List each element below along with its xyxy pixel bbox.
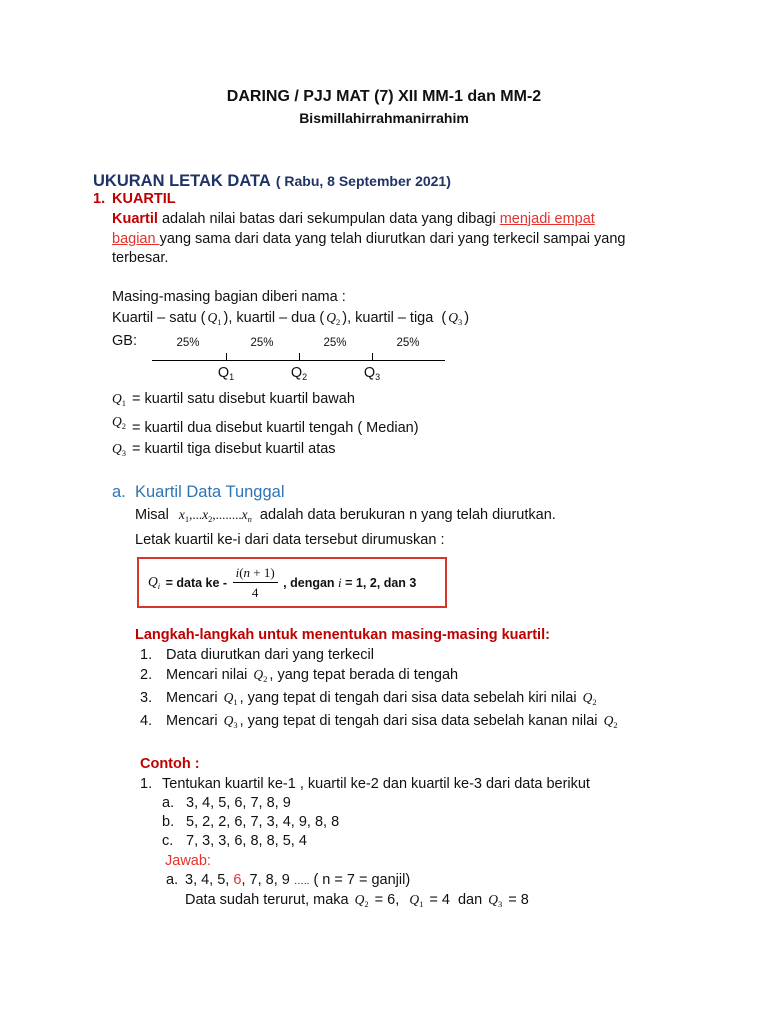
quartile-def-text: = kuartil tiga disebut kuartil atas xyxy=(128,441,336,457)
subsection-title: KUARTIL xyxy=(112,191,176,207)
dataset-item: a. 3, 4, 5, 6, 7, 8, 9 xyxy=(162,795,291,811)
misal-rest-text: adalah data berukuran n yang telah diurutkan. xyxy=(251,507,556,523)
letak-text: Letak kuartil ke-i dari data tersebut dirumuskan : xyxy=(135,532,445,548)
dataset-item: b. 5, 2, 2, 6, 7, 3, 4, 9, 8, 8 xyxy=(162,814,340,830)
q3-symbol: $Q_3$ xyxy=(488,892,503,909)
diagram-label: GB: xyxy=(112,333,137,349)
formula-equals-text: = data ke - xyxy=(162,575,231,590)
q1-symbol: $Q_1$ xyxy=(207,310,222,327)
page-title xyxy=(0,87,768,107)
page-title-text: DARING / PJJ MAT (7) XII MM-1 dan MM-2 xyxy=(226,88,542,105)
definition-emphasis-2: bagian xyxy=(112,231,160,247)
q3-symbol: $Q_3$ xyxy=(223,713,238,730)
median-value: 6 xyxy=(233,872,242,888)
fraction-numerator: i(n + 1) xyxy=(233,565,278,583)
q1-symbol: $Q_1$ xyxy=(409,892,424,909)
q2-symbol: $Q_2$ xyxy=(326,310,341,327)
sequence-separator: ,... xyxy=(189,507,203,522)
example-question: 1. Tentukan kuartil ke-1 , kuartil ke-2 dan kuartil ke-3 dari data berikut xyxy=(140,776,590,792)
step-item: 1. Data diurutkan dari yang terkecil xyxy=(140,647,374,663)
ellipsis: ….. xyxy=(293,876,310,887)
x2-symbol: $x_2$ xyxy=(202,507,213,524)
quartile-def-text: = kuartil satu disebut kuartil bawah xyxy=(128,391,355,407)
step-item: 3. Mencari $Q_1$ , yang tepat di tengah dari sisa data sebelah kiri nilai $Q_2$ xyxy=(140,689,599,711)
formula-condition-text: , dengan xyxy=(279,575,339,590)
single-data-heading xyxy=(112,482,285,502)
sequence-separator: ,........ xyxy=(212,507,242,522)
naming-line xyxy=(112,309,469,331)
subsection-heading xyxy=(93,190,176,208)
diagram-marker-q3: $Q_3$ xyxy=(363,365,381,382)
page-subtitle xyxy=(0,109,768,127)
naming-part-2: ), kuartil – dua ( xyxy=(223,310,325,326)
xn-symbol: $x_n$ xyxy=(241,507,252,524)
x1-symbol: $x_1$ xyxy=(178,507,190,524)
q3-symbol: $Q_3$ xyxy=(448,310,463,327)
quartile-def-text: = kuartil dua disebut kuartil tengah ( Median) xyxy=(128,420,419,436)
answer-label: Jawab: xyxy=(165,853,211,869)
steps-title: Langkah-langkah untuk menentukan masing-masing kuartil: xyxy=(135,627,550,643)
q1-symbol: $Q_1$ xyxy=(112,391,126,408)
q3-symbol: $Q_3$ xyxy=(112,441,126,458)
definition-term: Kuartil xyxy=(112,211,158,227)
definition-line-1 xyxy=(112,210,595,228)
formula-condition-values: = 1, 2, dan 3 xyxy=(341,575,417,590)
diagram-marker-q2: $Q_2$ xyxy=(290,365,308,382)
definition-text-1: adalah nilai batas dari sekumpulan data yang dibagi xyxy=(157,211,500,227)
quartile-def-q2 xyxy=(110,414,419,441)
definition-line-3 xyxy=(112,249,168,267)
example-title: Contoh : xyxy=(140,756,200,772)
q2-symbol: $Q_2$ xyxy=(112,414,126,431)
naming-part-3: ), kuartil – tiga ( xyxy=(342,310,447,326)
answer-line: a. 3, 4, 5, 6 , 7, 8, 9 ….. ( n = 7 = ganjil) xyxy=(166,871,410,891)
naming-intro-text: Masing-masing bagian diberi nama : xyxy=(112,289,346,305)
diagram-marker-q1: $Q_1$ xyxy=(217,365,235,382)
single-data-title: Kuartil Data Tunggal xyxy=(135,483,285,501)
definition-text-2: yang sama dari data yang telah diurutkan dari yang terkecil sampai yang xyxy=(159,231,626,247)
definition-line-2 xyxy=(112,230,625,248)
step-item: 2. Mencari nilai $Q_2$ , yang tepat berada di tengah xyxy=(140,666,458,688)
naming-part-1: Kuartil – satu ( xyxy=(112,310,206,326)
misal-line xyxy=(135,506,556,528)
fraction-denominator: 4 xyxy=(251,585,259,600)
subsection-number: 1. xyxy=(93,191,106,207)
answer-result-line: Data sudah terurut, maka $Q_2$ = 6, $Q_1$ = 4 dan $Q_3$ = 8 xyxy=(185,891,529,913)
q2-symbol: $Q_2$ xyxy=(582,690,597,707)
naming-part-4: ) xyxy=(464,310,470,326)
diagram-tick xyxy=(299,353,300,361)
definition-text-3: terbesar. xyxy=(112,250,169,266)
dataset-item: c. 7, 3, 3, 6, 8, 8, 5, 4 xyxy=(162,833,307,849)
formula-condition-variable: i xyxy=(338,574,342,590)
quartile-def-q1 xyxy=(110,390,355,412)
naming-intro xyxy=(112,288,346,306)
q1-symbol: $Q_1$ xyxy=(223,690,238,707)
segment-label: 25% xyxy=(250,337,274,349)
diagram-tick xyxy=(372,353,373,361)
formula-fraction xyxy=(233,565,278,600)
letak-line xyxy=(135,531,444,549)
section-date: ( Rabu, 8 September 2021) xyxy=(275,173,451,189)
diagram-tick xyxy=(226,353,227,361)
step-item: 4. Mencari $Q_3$ , yang tepat di tengah dari sisa data sebelah kanan nilai $Q_2$ xyxy=(140,712,620,734)
q2-symbol: $Q_2$ xyxy=(354,892,369,909)
formula-box xyxy=(137,557,447,608)
q2-symbol: $Q_2$ xyxy=(603,713,618,730)
single-data-label: a. xyxy=(112,483,126,501)
misal-text: Misal xyxy=(135,507,173,523)
quartile-def-q3 xyxy=(110,440,336,462)
definition-emphasis-1: menjadi empat xyxy=(499,211,595,227)
page-subtitle-text: Bismillahirrahmanirrahim xyxy=(299,110,469,126)
segment-label: 25% xyxy=(396,337,420,349)
section-heading: UKURAN LETAK DATA xyxy=(93,172,271,190)
segment-label: 25% xyxy=(323,337,347,349)
section-heading-line xyxy=(93,170,451,192)
qi-symbol: $Q_i$ xyxy=(148,574,161,591)
segment-label: 25% xyxy=(176,337,200,349)
q2-symbol: $Q_2$ xyxy=(253,667,268,684)
